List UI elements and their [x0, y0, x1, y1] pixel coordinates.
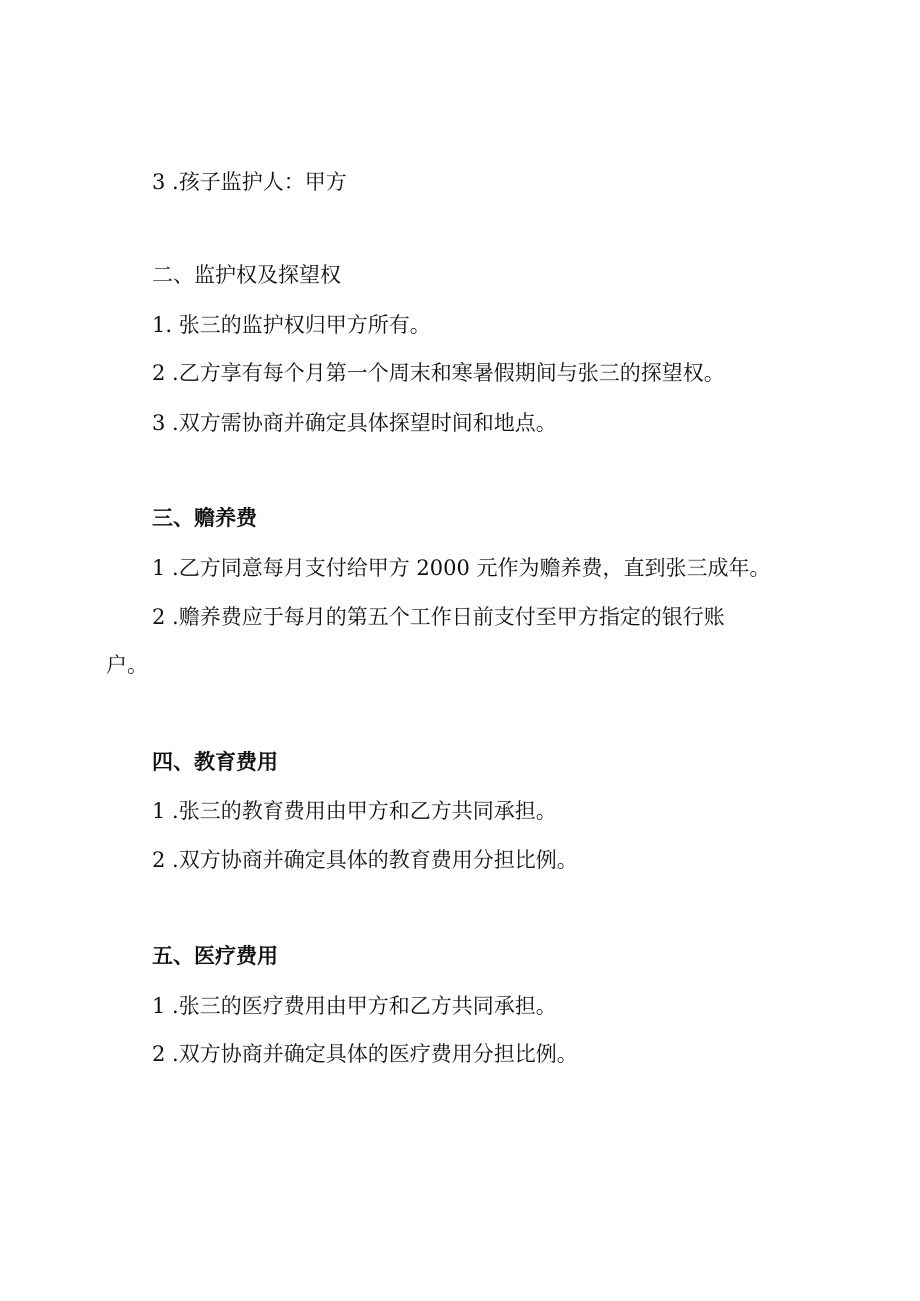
section-5-item-1: 1 .张三的医疗费用由甲方和乙方共同承担。 [152, 994, 557, 1018]
section-5-heading: 五、医疗费用 [152, 943, 278, 968]
section-4-item-1: 1 .张三的教育费用由甲方和乙方共同承担。 [152, 799, 557, 823]
section-3-item-2: 2 .赡养费应于每月的第五个工作日前支付至甲方指定的银行账 [152, 605, 725, 629]
section-4-item-2: 2 .双方协商并确定具体的教育费用分担比例。 [152, 848, 578, 872]
section-5-item-2: 2 .双方协商并确定具体的医疗费用分担比例。 [152, 1042, 578, 1066]
guardian-line: 3 .孩子监护人：甲方 [152, 170, 347, 194]
section-3-heading: 三、赡养费 [152, 505, 257, 530]
section-4-heading: 四、教育费用 [152, 749, 278, 774]
section-2-item-2: 2 .乙方享有每个月第一个周末和寒暑假期间与张三的探望权。 [152, 361, 725, 385]
section-3-item-2-continuation: 户。 [106, 653, 148, 677]
section-2-item-1: 1. 张三的监护权归甲方所有。 [152, 313, 431, 337]
section-2-item-3: 3 .双方需协商并确定具体探望时间和地点。 [152, 411, 557, 435]
section-3-item-1: 1 .乙方同意每月支付给甲方 2000 元作为赡养费，直到张三成年。 [152, 556, 771, 580]
section-2-heading: 二、监护权及探望权 [152, 263, 341, 287]
